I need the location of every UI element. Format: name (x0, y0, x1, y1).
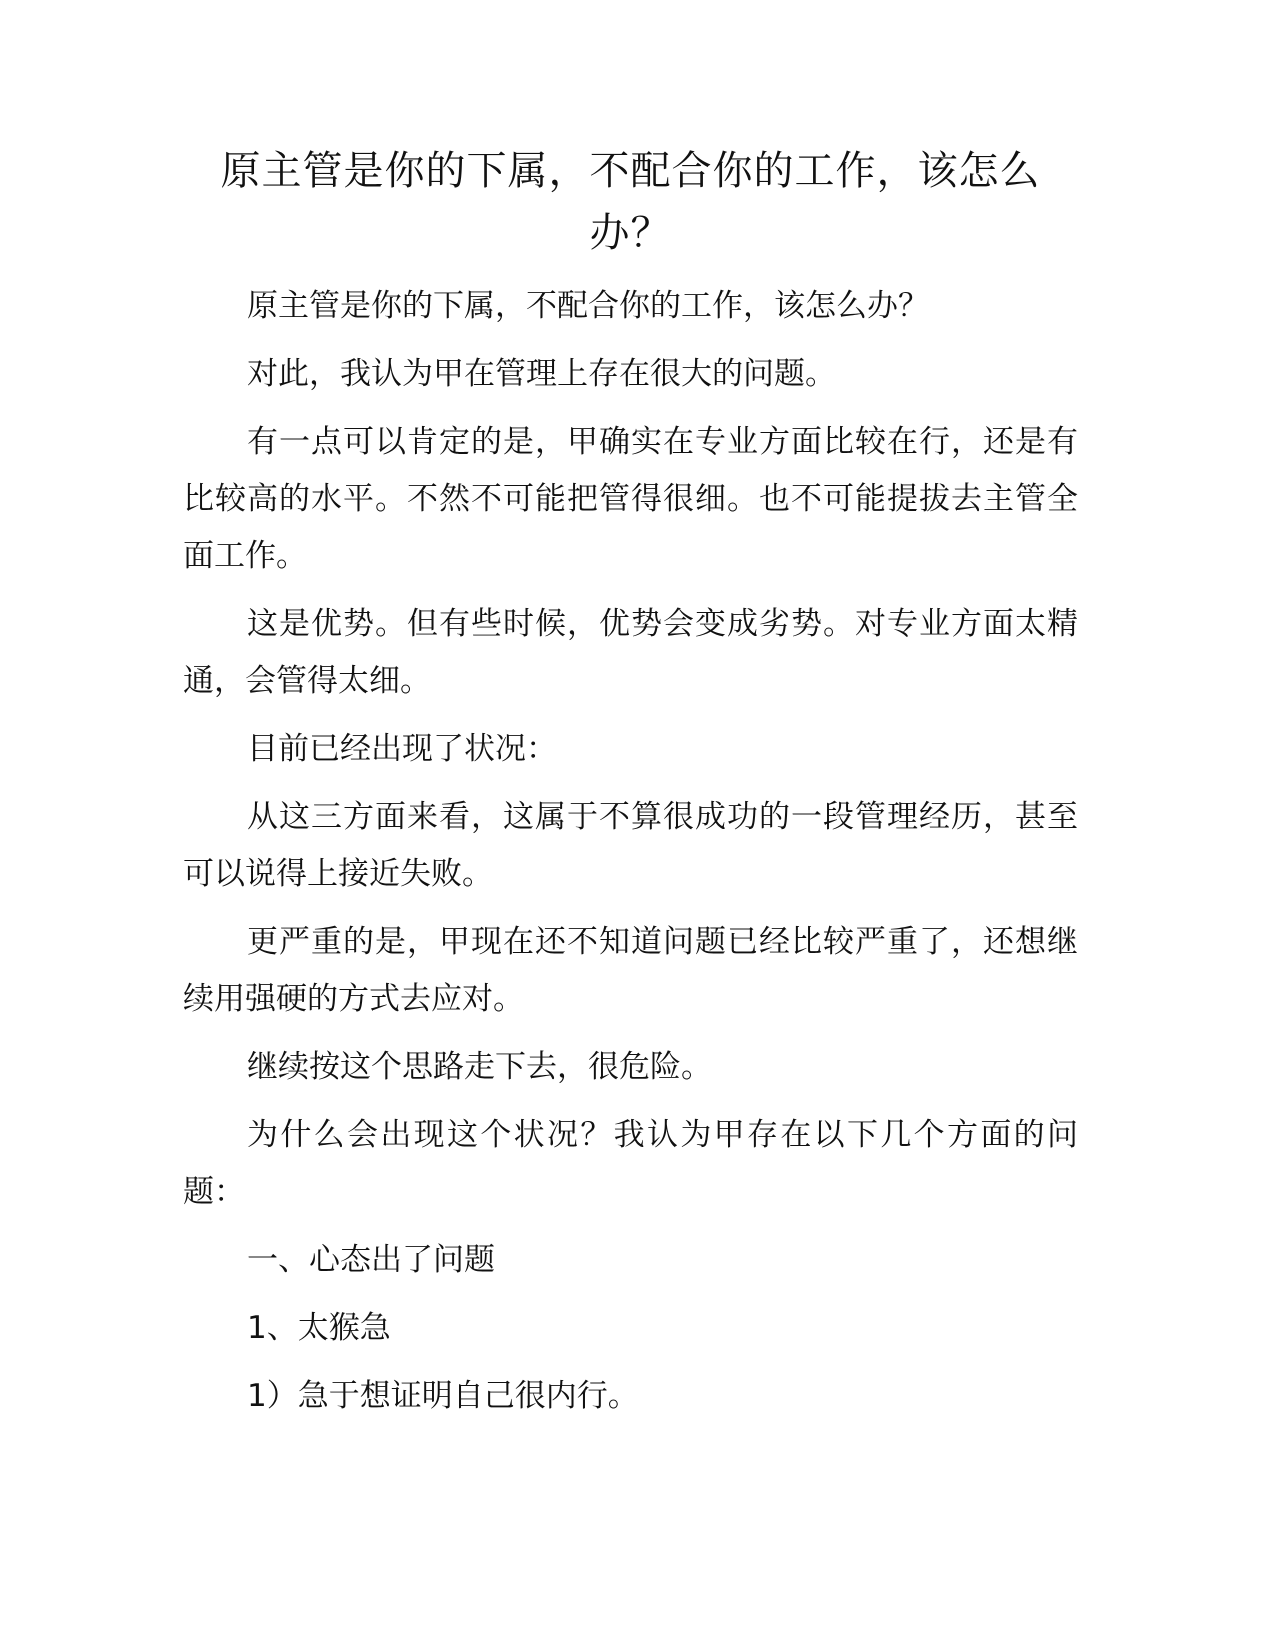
paragraph: 这是优势。但有些时候，优势会变成劣势。对专业方面太精通，会管得太细。 (183, 606, 1078, 699)
subsection-heading: 1、太猴急 (247, 1310, 391, 1346)
paragraph: 有一点可以肯定的是，甲确实在专业方面比较在行，还是有比较高的水平。不然不可能把管得很细。也不可能提拔去主管全面工作。 (183, 424, 1078, 574)
list-item: 1）急于想证明自己很内行。 (247, 1378, 639, 1414)
document-body (183, 140, 1078, 1436)
paragraph: 继续按这个思路走下去，很危险。 (247, 1049, 712, 1085)
paragraph: 对此，我认为甲在管理上存在很大的问题。 (247, 356, 836, 392)
paragraph: 为什么会出现这个状况？我认为甲存在以下几个方面的问题： (183, 1117, 1078, 1210)
paragraph: 原主管是你的下属，不配合你的工作，该怎么办？ (247, 288, 929, 324)
paragraph: 更严重的是，甲现在还不知道问题已经比较严重了，还想继续用强硬的方式去应对。 (183, 924, 1078, 1017)
paragraph: 目前已经出现了状况： (247, 731, 557, 767)
paragraph: 从这三方面来看，这属于不算很成功的一段管理经历，甚至可以说得上接近失败。 (183, 799, 1078, 892)
section-heading: 一、心态出了问题 (247, 1242, 495, 1278)
document-title: 原主管是你的下属，不配合你的工作，该怎么办？ (220, 148, 1041, 256)
